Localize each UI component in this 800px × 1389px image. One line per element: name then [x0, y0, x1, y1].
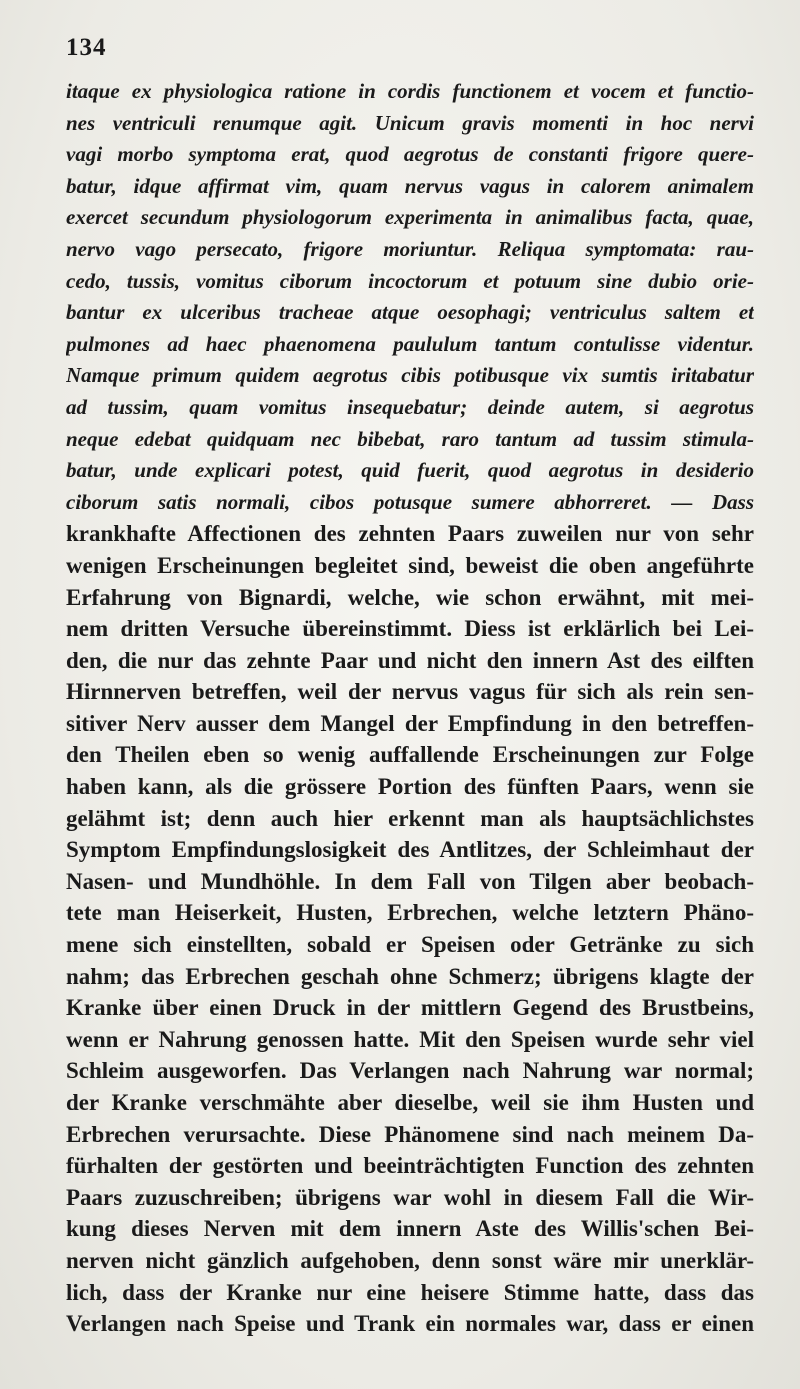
text-line: krankhafte Affectionen des zehnten Paars zuweilen nur von sehr: [66, 521, 754, 547]
text-line: mene sich einstellten, sobald er Speisen oder Getränke zu sich: [66, 932, 754, 958]
text-line: wenn er Nahrung genossen hatte. Mit den Speisen wurde sehr viel: [66, 1026, 754, 1052]
text-line: ciborum satis normali, cibos potusque sumere abhorreret. — Dass: [66, 489, 754, 514]
text-line: Verlangen nach Speise und Trank ein normales war, dass er einen: [66, 1311, 754, 1337]
text-line: Symptom Empfindungslosigkeit des Antlitzes, der Schleimhaut der: [66, 837, 754, 863]
text-line: Paars zuzuschreiben; übrigens war wohl in diesem Fall die Wir-: [66, 1184, 754, 1210]
text-line: ad tussim, quam vomitus insequebatur; deinde autem, si aegrotus: [66, 394, 754, 419]
text-line: batur, idque affirmat vim, quam nervus vagus in calorem animalem: [66, 173, 754, 198]
text-line: Erbrechen verursachte. Diese Phänomene sind nach meinem Da-: [66, 1121, 754, 1147]
text-line: nervo vago persecato, frigore moriuntur. Reliqua symptomata: rau-: [66, 236, 754, 261]
text-line: cedo, tussis, vomitus ciborum incoctorum et potuum sine dubio orie-: [66, 268, 754, 293]
text-line: batur, unde explicari potest, quid fuerit, quod aegrotus in desiderio: [66, 458, 754, 483]
text-line: den Theilen eben so wenig auffallende Erscheinungen zur Folge: [66, 742, 754, 768]
text-line: kung dieses Nerven mit dem innern Aste des Willis'schen Bei-: [66, 1216, 754, 1242]
text-line: der Kranke verschmähte aber dieselbe, weil sie ihm Husten und: [66, 1090, 754, 1115]
text-line: Hirnnerven betreffen, weil der nervus vagus für sich als rein sen-: [66, 679, 754, 705]
text-line: vagi morbo symptoma erat, quod aegrotus de constanti frigore quere-: [66, 142, 754, 167]
text-line: wenigen Erscheinungen begleitet sind, beweist die oben angeführte: [66, 552, 754, 578]
text-line: tete man Heiserkeit, Husten, Erbrechen, welche letztern Phäno-: [66, 900, 754, 926]
text-line: fürhalten der gestörten und beeinträchtigten Function des zehnten: [66, 1153, 754, 1179]
text-line: sitiver Nerv ausser dem Mangel der Empfindung in den betreffen-: [66, 710, 754, 736]
page-number: 134: [66, 34, 107, 61]
text-line: Schleim ausgeworfen. Das Verlangen nach Nahrung war normal;: [66, 1058, 754, 1084]
text-line: Nasen- und Mundhöhle. In dem Fall von Tilgen aber beobach-: [66, 868, 754, 894]
text-line: neque edebat quidquam nec bibebat, raro tantum ad tussim stimula-: [66, 426, 754, 451]
text-line: den, die nur das zehnte Paar und nicht den innern Ast des eilften: [66, 647, 754, 673]
text-line: Erfahrung von Bignardi, welche, wie schon erwähnt, mit mei-: [66, 584, 754, 610]
text-line: Kranke über einen Druck in der mittlern Gegend des Brustbeins,: [66, 995, 754, 1021]
text-line: lich, dass der Kranke nur eine heisere Stimme hatte, dass das: [66, 1279, 754, 1305]
text-line: itaque ex physiologica ratione in cordis functionem et vocem et functio-: [66, 79, 754, 103]
text-line: pulmones ad haec phaenomena paululum tantum contulisse videntur.: [66, 331, 754, 356]
text-line: bantur ex ulceribus tracheae atque oesophagi; ventriculus saltem et: [66, 300, 754, 325]
text-line: nerven nicht gänzlich aufgehoben, denn sonst wäre mir unerklär-: [66, 1247, 754, 1273]
text-line: nem dritten Versuche übereinstimmt. Diess ist erklärlich bei Lei-: [66, 616, 754, 642]
text-line: exercet secundum physiologorum experimenta in animalibus facta, quae,: [66, 205, 754, 230]
text-line: nes ventriculi renumque agit. Unicum gravis momenti in hoc nervi: [66, 110, 754, 135]
text-line: Namque primum quidem aegrotus cibis potibusque vix sumtis iritabatur: [66, 363, 754, 388]
text-line: haben kann, als die grössere Portion des fünften Paars, wenn sie: [66, 774, 754, 800]
text-line: gelähmt ist; denn auch hier erkennt man als hauptsächlichstes: [66, 805, 754, 831]
body-text: [66, 76, 754, 1340]
text-line: nahm; das Erbrechen geschah ohne Schmerz; übrigens klagte der: [66, 963, 754, 989]
